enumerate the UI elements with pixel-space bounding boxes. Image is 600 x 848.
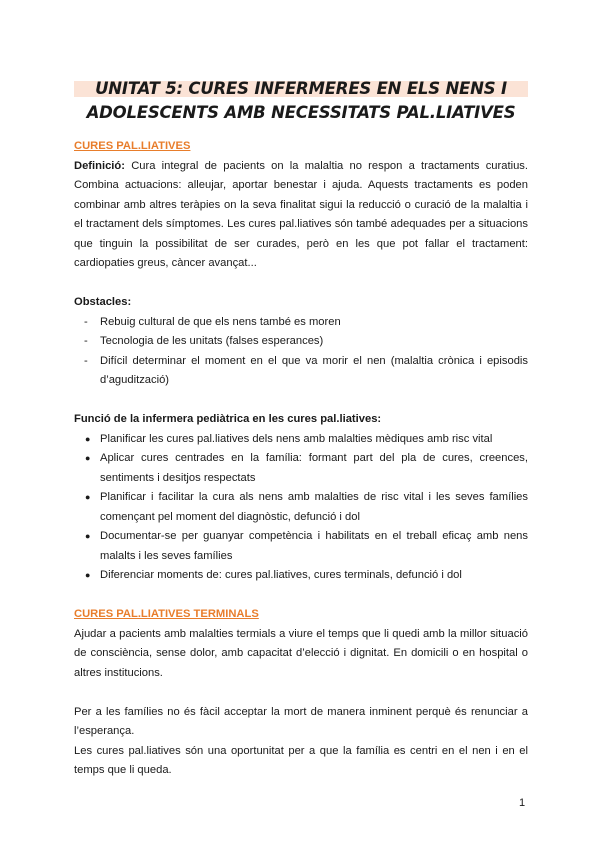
title-line-2: ADOLESCENTS AMB NECESSITATS PAL.LIATIVES bbox=[86, 103, 516, 122]
definition-paragraph bbox=[74, 157, 528, 274]
list-item: ● Documentar-se per guanyar competència i habilitats en el treball eficaç amb nens malalts i les seves famílies bbox=[74, 527, 528, 566]
dash-marker: - bbox=[84, 315, 88, 328]
section-heading-palliative: CURES PAL.LIATIVES bbox=[74, 140, 191, 152]
section-heading-terminal: CURES PAL.LIATIVES TERMINALS bbox=[74, 608, 259, 620]
list-item: - Tecnologia de les unitats (falses esperances) bbox=[74, 332, 528, 352]
terminal-paragraph-1: Ajudar a pacients amb malalties termials a viure el temps que li quedi amb la millor situació de consciència, sense dolor, amb capacitat d’elecció i dignitat. En domicili o en hospital o altres institucions. bbox=[74, 627, 528, 679]
obstacles-label: Obstacles: bbox=[74, 296, 132, 308]
list-item: - Rebuig cultural de que els nens també es moren bbox=[74, 313, 528, 333]
bullet-icon: ● bbox=[85, 492, 91, 502]
bullet-icon: ● bbox=[85, 531, 91, 541]
terminal-paragraph-2: Per a les famílies no és fàcil acceptar la mort de manera inminent perquè és renunciar a l’esperança. bbox=[74, 705, 528, 737]
nurse-function-label: Funció de la infermera pediàtrica en les cures pal.liatives: bbox=[74, 413, 382, 425]
terminal-paragraph-3: Les cures pal.liatives són una oportunitat per a que la família es centri en el nen i en el temps que li queda. bbox=[74, 744, 528, 776]
page-number: 1 bbox=[519, 797, 526, 809]
dash-marker: - bbox=[84, 335, 88, 347]
list-item: ● Diferenciar moments de: cures pal.liatives, cures terminals, defunció i dol bbox=[74, 566, 528, 586]
definition-label: Definició: bbox=[74, 159, 125, 172]
page-title bbox=[74, 77, 528, 125]
bullet-icon: ● bbox=[85, 453, 91, 463]
definition-text: Cura integral de pacients on la malaltia no respon a tractaments curatius. Combina actuacions: alleujar, aportar benestar i ajuda. Aquests tractaments es poden combinar amb altres teràpies on la seva finalitat sigui la reducció o curació de la malaltia i el tractament dels símptomes. Les cures pal.liatives són també adequades per a situacions que tinguin la possibilitat de ser curades, però en les que pot fallar el tractament: cardiopaties greus, càncer avançat... bbox=[74, 159, 528, 269]
bullet-icon: ● bbox=[85, 570, 91, 580]
bullet-icon: ● bbox=[85, 433, 91, 444]
list-item: ● Aplicar cures centrades en la família: formant part del pla de cures, creences, sentiments i desitjos respectats bbox=[74, 449, 528, 488]
dash-marker: - bbox=[84, 354, 88, 367]
title-line-1: UNITAT 5: CURES INFERMERES EN ELS NENS I bbox=[95, 79, 507, 98]
obstacles-list bbox=[74, 313, 528, 391]
list-item: ● Planificar les cures pal.liatives dels nens amb malalties mèdiques amb risc vital bbox=[74, 430, 528, 450]
list-item: ● Planificar i facilitar la cura als nens amb malalties de risc vital i les seves famílies començant pel moment del diagnòstic, defunció i dol bbox=[74, 488, 528, 527]
document-body bbox=[74, 137, 528, 781]
list-item: - Difícil determinar el moment en el que va morir el nen (malaltia crònica i episodis d’agudització) bbox=[74, 352, 528, 391]
nurse-function-list bbox=[74, 430, 528, 586]
